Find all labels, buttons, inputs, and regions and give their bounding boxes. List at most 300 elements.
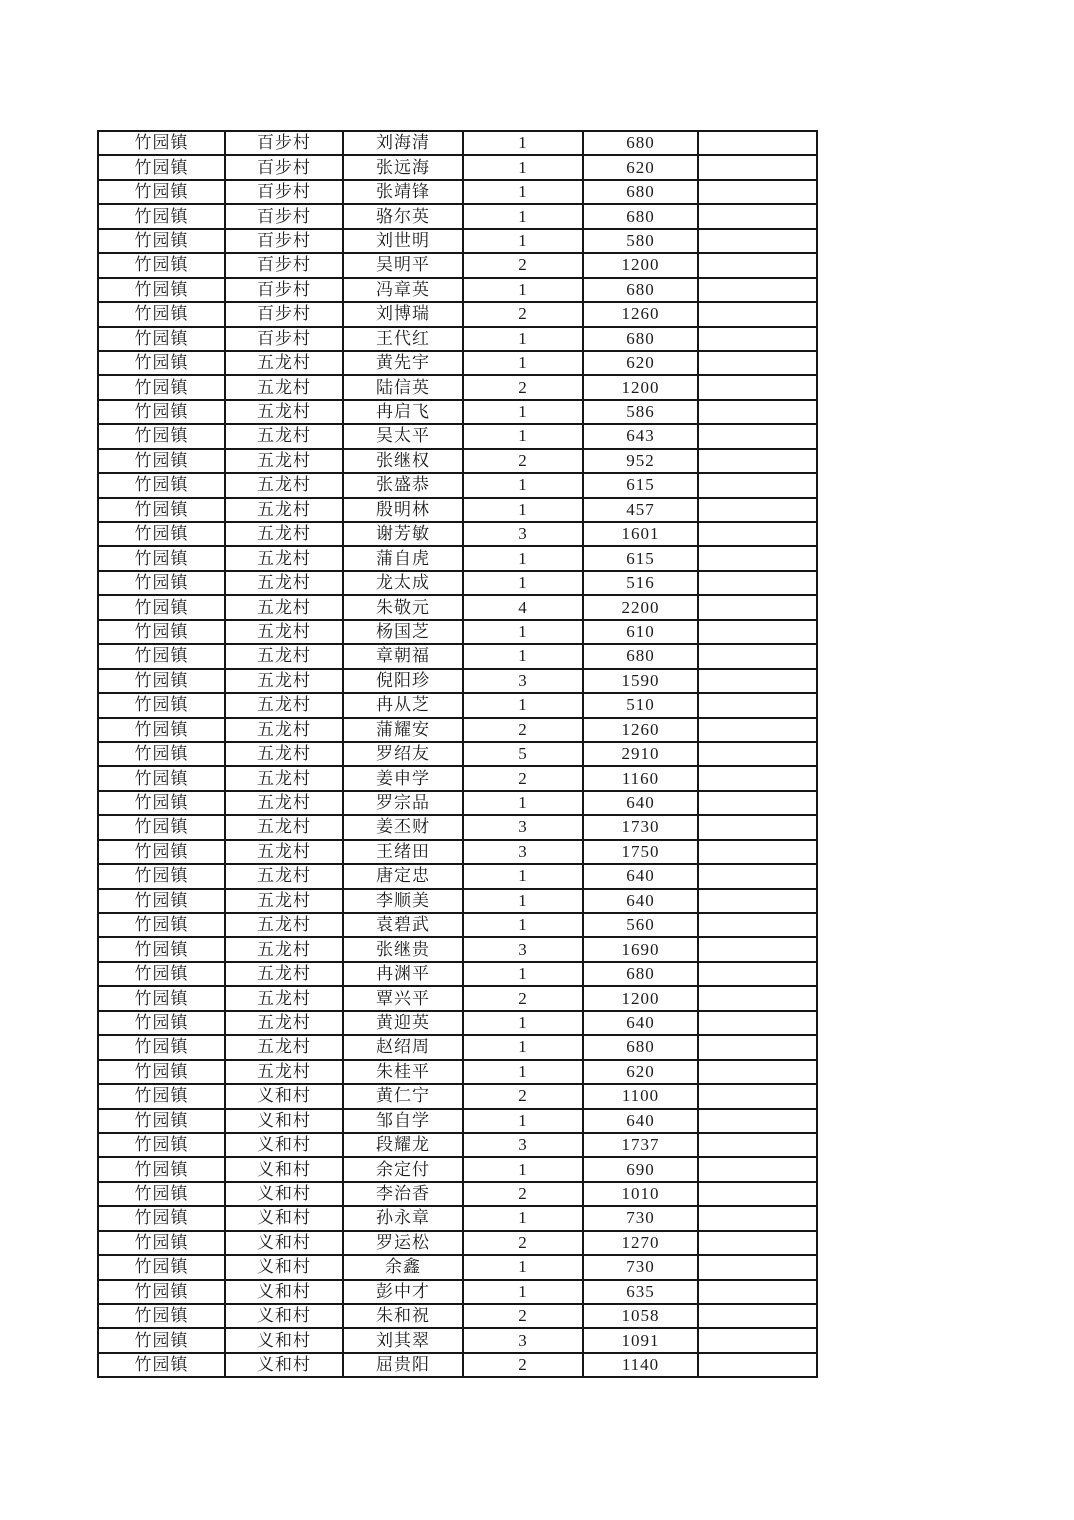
blank-cell [698, 131, 817, 155]
amount-cell: 457 [583, 498, 698, 522]
name-cell: 孙永章 [343, 1206, 463, 1230]
count-cell: 1 [463, 155, 583, 179]
village-cell: 五龙村 [225, 522, 343, 546]
amount-cell: 2910 [583, 742, 698, 766]
name-cell: 姜申学 [343, 766, 463, 790]
table-row [98, 1280, 817, 1304]
count-cell: 3 [463, 669, 583, 693]
town-cell: 竹园镇 [98, 400, 225, 424]
town-cell: 竹园镇 [98, 327, 225, 351]
blank-cell [698, 1353, 817, 1377]
amount-cell: 2200 [583, 595, 698, 619]
village-cell: 五龙村 [225, 815, 343, 839]
village-cell: 义和村 [225, 1206, 343, 1230]
table-row [98, 791, 817, 815]
count-cell: 3 [463, 840, 583, 864]
count-cell: 3 [463, 815, 583, 839]
name-cell: 王代红 [343, 327, 463, 351]
name-cell: 罗绍友 [343, 742, 463, 766]
blank-cell [698, 1060, 817, 1084]
amount-cell: 640 [583, 1109, 698, 1133]
count-cell: 3 [463, 937, 583, 961]
amount-cell: 1260 [583, 302, 698, 326]
count-cell: 1 [463, 962, 583, 986]
amount-cell: 615 [583, 546, 698, 570]
town-cell: 竹园镇 [98, 473, 225, 497]
count-cell: 2 [463, 1182, 583, 1206]
village-cell: 百步村 [225, 131, 343, 155]
blank-cell [698, 229, 817, 253]
name-cell: 吴明平 [343, 253, 463, 277]
blank-cell [698, 693, 817, 717]
amount-cell: 620 [583, 155, 698, 179]
count-cell: 1 [463, 620, 583, 644]
amount-cell: 1737 [583, 1133, 698, 1157]
blank-cell [698, 1011, 817, 1035]
name-cell: 余定付 [343, 1157, 463, 1181]
name-cell: 李治香 [343, 1182, 463, 1206]
town-cell: 竹园镇 [98, 546, 225, 570]
name-cell: 彭中才 [343, 1280, 463, 1304]
town-cell: 竹园镇 [98, 571, 225, 595]
town-cell: 竹园镇 [98, 620, 225, 644]
village-cell: 五龙村 [225, 840, 343, 864]
village-cell: 五龙村 [225, 351, 343, 375]
blank-cell [698, 155, 817, 179]
amount-cell: 615 [583, 473, 698, 497]
count-cell: 2 [463, 718, 583, 742]
village-cell: 五龙村 [225, 595, 343, 619]
amount-cell: 680 [583, 962, 698, 986]
village-cell: 义和村 [225, 1133, 343, 1157]
town-cell: 竹园镇 [98, 693, 225, 717]
blank-cell [698, 1304, 817, 1328]
village-cell: 义和村 [225, 1328, 343, 1352]
blank-cell [698, 1084, 817, 1108]
village-cell: 五龙村 [225, 546, 343, 570]
table-row [98, 180, 817, 204]
amount-cell: 640 [583, 791, 698, 815]
count-cell: 2 [463, 302, 583, 326]
amount-cell: 516 [583, 571, 698, 595]
amount-cell: 690 [583, 1157, 698, 1181]
town-cell: 竹园镇 [98, 278, 225, 302]
count-cell: 1 [463, 644, 583, 668]
village-cell: 五龙村 [225, 1011, 343, 1035]
name-cell: 张靖锋 [343, 180, 463, 204]
amount-cell: 1270 [583, 1231, 698, 1255]
count-cell: 3 [463, 1328, 583, 1352]
amount-cell: 680 [583, 278, 698, 302]
town-cell: 竹园镇 [98, 962, 225, 986]
blank-cell [698, 840, 817, 864]
blank-cell [698, 1157, 817, 1181]
town-cell: 竹园镇 [98, 131, 225, 155]
count-cell: 1 [463, 791, 583, 815]
amount-cell: 680 [583, 204, 698, 228]
name-cell: 朱桂平 [343, 1060, 463, 1084]
count-cell: 1 [463, 1157, 583, 1181]
village-cell: 五龙村 [225, 962, 343, 986]
village-cell: 五龙村 [225, 986, 343, 1010]
count-cell: 2 [463, 375, 583, 399]
blank-cell [698, 889, 817, 913]
name-cell: 张继权 [343, 449, 463, 473]
count-cell: 2 [463, 1353, 583, 1377]
table-row [98, 864, 817, 888]
blank-cell [698, 351, 817, 375]
blank-cell [698, 815, 817, 839]
blank-cell [698, 180, 817, 204]
count-cell: 1 [463, 889, 583, 913]
amount-cell: 635 [583, 1280, 698, 1304]
town-cell: 竹园镇 [98, 302, 225, 326]
town-cell: 竹园镇 [98, 1011, 225, 1035]
amount-cell: 680 [583, 644, 698, 668]
blank-cell [698, 1182, 817, 1206]
blank-cell [698, 718, 817, 742]
count-cell: 1 [463, 400, 583, 424]
town-cell: 竹园镇 [98, 718, 225, 742]
blank-cell [698, 449, 817, 473]
name-cell: 张远海 [343, 155, 463, 179]
table-row [98, 937, 817, 961]
blank-cell [698, 742, 817, 766]
blank-cell [698, 864, 817, 888]
town-cell: 竹园镇 [98, 1060, 225, 1084]
table-row [98, 449, 817, 473]
village-cell: 五龙村 [225, 766, 343, 790]
town-cell: 竹园镇 [98, 815, 225, 839]
amount-cell: 1590 [583, 669, 698, 693]
blank-cell [698, 595, 817, 619]
village-cell: 五龙村 [225, 718, 343, 742]
count-cell: 2 [463, 1084, 583, 1108]
blank-cell [698, 913, 817, 937]
town-cell: 竹园镇 [98, 1206, 225, 1230]
town-cell: 竹园镇 [98, 840, 225, 864]
count-cell: 1 [463, 913, 583, 937]
name-cell: 王绪田 [343, 840, 463, 864]
blank-cell [698, 1133, 817, 1157]
name-cell: 殷明林 [343, 498, 463, 522]
amount-cell: 610 [583, 620, 698, 644]
town-cell: 竹园镇 [98, 1328, 225, 1352]
village-cell: 百步村 [225, 229, 343, 253]
count-cell: 1 [463, 864, 583, 888]
amount-cell: 1100 [583, 1084, 698, 1108]
amount-cell: 1160 [583, 766, 698, 790]
village-cell: 五龙村 [225, 400, 343, 424]
name-cell: 唐定忠 [343, 864, 463, 888]
amount-cell: 1091 [583, 1328, 698, 1352]
count-cell: 1 [463, 327, 583, 351]
table-row [98, 473, 817, 497]
town-cell: 竹园镇 [98, 375, 225, 399]
town-cell: 竹园镇 [98, 913, 225, 937]
village-cell: 百步村 [225, 327, 343, 351]
count-cell: 1 [463, 1206, 583, 1230]
table-row [98, 1011, 817, 1035]
village-cell: 五龙村 [225, 498, 343, 522]
count-cell: 1 [463, 204, 583, 228]
name-cell: 章朝福 [343, 644, 463, 668]
count-cell: 3 [463, 1133, 583, 1157]
count-cell: 1 [463, 180, 583, 204]
blank-cell [698, 766, 817, 790]
table-row [98, 327, 817, 351]
village-cell: 五龙村 [225, 937, 343, 961]
count-cell: 2 [463, 449, 583, 473]
name-cell: 刘世明 [343, 229, 463, 253]
table-row [98, 204, 817, 228]
town-cell: 竹园镇 [98, 937, 225, 961]
name-cell: 罗宗品 [343, 791, 463, 815]
town-cell: 竹园镇 [98, 669, 225, 693]
amount-cell: 1200 [583, 375, 698, 399]
village-cell: 义和村 [225, 1182, 343, 1206]
blank-cell [698, 986, 817, 1010]
blank-cell [698, 1280, 817, 1304]
table-row [98, 669, 817, 693]
amount-cell: 1058 [583, 1304, 698, 1328]
village-cell: 五龙村 [225, 571, 343, 595]
village-cell: 义和村 [225, 1157, 343, 1181]
amount-cell: 730 [583, 1255, 698, 1279]
blank-cell [698, 791, 817, 815]
table-row [98, 1304, 817, 1328]
blank-cell [698, 278, 817, 302]
table-row [98, 1328, 817, 1352]
village-cell: 百步村 [225, 278, 343, 302]
name-cell: 蒲耀安 [343, 718, 463, 742]
village-cell: 五龙村 [225, 620, 343, 644]
blank-cell [698, 327, 817, 351]
amount-cell: 1140 [583, 1353, 698, 1377]
table-row [98, 278, 817, 302]
blank-cell [698, 253, 817, 277]
document-page [97, 130, 818, 1378]
table-row [98, 571, 817, 595]
name-cell: 杨国芝 [343, 620, 463, 644]
town-cell: 竹园镇 [98, 595, 225, 619]
town-cell: 竹园镇 [98, 1133, 225, 1157]
village-cell: 五龙村 [225, 1060, 343, 1084]
name-cell: 龙太成 [343, 571, 463, 595]
amount-cell: 1200 [583, 253, 698, 277]
table-row [98, 155, 817, 179]
count-cell: 1 [463, 1280, 583, 1304]
village-cell: 义和村 [225, 1231, 343, 1255]
village-cell: 五龙村 [225, 473, 343, 497]
amount-cell: 510 [583, 693, 698, 717]
table-row [98, 962, 817, 986]
town-cell: 竹园镇 [98, 644, 225, 668]
blank-cell [698, 473, 817, 497]
town-cell: 竹园镇 [98, 155, 225, 179]
table-row [98, 1353, 817, 1377]
count-cell: 2 [463, 253, 583, 277]
town-cell: 竹园镇 [98, 1157, 225, 1181]
village-cell: 百步村 [225, 253, 343, 277]
blank-cell [698, 424, 817, 448]
table-row [98, 620, 817, 644]
village-cell: 义和村 [225, 1084, 343, 1108]
name-cell: 李顺美 [343, 889, 463, 913]
name-cell: 余鑫 [343, 1255, 463, 1279]
town-cell: 竹园镇 [98, 1255, 225, 1279]
table-row [98, 400, 817, 424]
name-cell: 冉渊平 [343, 962, 463, 986]
name-cell: 朱敬元 [343, 595, 463, 619]
name-cell: 冯章英 [343, 278, 463, 302]
name-cell: 袁碧武 [343, 913, 463, 937]
count-cell: 1 [463, 424, 583, 448]
name-cell: 吴太平 [343, 424, 463, 448]
blank-cell [698, 937, 817, 961]
name-cell: 姜丕财 [343, 815, 463, 839]
table-row [98, 1157, 817, 1181]
amount-cell: 680 [583, 327, 698, 351]
table-row [98, 498, 817, 522]
count-cell: 1 [463, 1255, 583, 1279]
table-row [98, 595, 817, 619]
name-cell: 朱和祝 [343, 1304, 463, 1328]
count-cell: 4 [463, 595, 583, 619]
count-cell: 1 [463, 473, 583, 497]
count-cell: 2 [463, 1304, 583, 1328]
amount-cell: 1601 [583, 522, 698, 546]
name-cell: 黄迎英 [343, 1011, 463, 1035]
name-cell: 张盛恭 [343, 473, 463, 497]
town-cell: 竹园镇 [98, 1182, 225, 1206]
blank-cell [698, 400, 817, 424]
name-cell: 罗运松 [343, 1231, 463, 1255]
name-cell: 倪阳珍 [343, 669, 463, 693]
amount-cell: 640 [583, 864, 698, 888]
count-cell: 3 [463, 522, 583, 546]
count-cell: 2 [463, 1231, 583, 1255]
table-row [98, 742, 817, 766]
amount-cell: 1690 [583, 937, 698, 961]
village-cell: 五龙村 [225, 449, 343, 473]
name-cell: 刘博瑞 [343, 302, 463, 326]
town-cell: 竹园镇 [98, 1084, 225, 1108]
blank-cell [698, 498, 817, 522]
town-cell: 竹园镇 [98, 986, 225, 1010]
count-cell: 1 [463, 1060, 583, 1084]
count-cell: 5 [463, 742, 583, 766]
blank-cell [698, 1109, 817, 1133]
village-cell: 五龙村 [225, 889, 343, 913]
village-cell: 五龙村 [225, 644, 343, 668]
table-row [98, 522, 817, 546]
table-body [98, 131, 817, 1377]
village-cell: 五龙村 [225, 375, 343, 399]
town-cell: 竹园镇 [98, 889, 225, 913]
town-cell: 竹园镇 [98, 351, 225, 375]
blank-cell [698, 644, 817, 668]
village-cell: 百步村 [225, 155, 343, 179]
count-cell: 1 [463, 546, 583, 570]
table-row [98, 815, 817, 839]
amount-cell: 620 [583, 351, 698, 375]
amount-cell: 1730 [583, 815, 698, 839]
table-row [98, 1109, 817, 1133]
amount-cell: 680 [583, 1035, 698, 1059]
village-cell: 义和村 [225, 1353, 343, 1377]
count-cell: 2 [463, 766, 583, 790]
count-cell: 1 [463, 131, 583, 155]
blank-cell [698, 1255, 817, 1279]
count-cell: 1 [463, 351, 583, 375]
town-cell: 竹园镇 [98, 522, 225, 546]
table-row [98, 229, 817, 253]
blank-cell [698, 522, 817, 546]
town-cell: 竹园镇 [98, 449, 225, 473]
name-cell: 赵绍周 [343, 1035, 463, 1059]
table-row [98, 1133, 817, 1157]
count-cell: 1 [463, 1035, 583, 1059]
name-cell: 屈贵阳 [343, 1353, 463, 1377]
blank-cell [698, 546, 817, 570]
amount-cell: 580 [583, 229, 698, 253]
village-cell: 五龙村 [225, 693, 343, 717]
count-cell: 1 [463, 571, 583, 595]
amount-cell: 1260 [583, 718, 698, 742]
table-row [98, 986, 817, 1010]
amount-cell: 620 [583, 1060, 698, 1084]
village-cell: 义和村 [225, 1255, 343, 1279]
village-cell: 百步村 [225, 204, 343, 228]
table-row [98, 913, 817, 937]
name-cell: 覃兴平 [343, 986, 463, 1010]
blank-cell [698, 620, 817, 644]
village-cell: 义和村 [225, 1109, 343, 1133]
name-cell: 黄先宇 [343, 351, 463, 375]
table-row [98, 1206, 817, 1230]
village-cell: 百步村 [225, 180, 343, 204]
table-row [98, 351, 817, 375]
table-row [98, 1231, 817, 1255]
table-row [98, 1035, 817, 1059]
blank-cell [698, 1328, 817, 1352]
table-row [98, 1084, 817, 1108]
name-cell: 邹自学 [343, 1109, 463, 1133]
name-cell: 冉启飞 [343, 400, 463, 424]
name-cell: 陆信英 [343, 375, 463, 399]
table-row [98, 718, 817, 742]
table-row [98, 546, 817, 570]
blank-cell [698, 1231, 817, 1255]
town-cell: 竹园镇 [98, 229, 225, 253]
count-cell: 1 [463, 278, 583, 302]
count-cell: 1 [463, 498, 583, 522]
village-cell: 五龙村 [225, 669, 343, 693]
village-cell: 五龙村 [225, 1035, 343, 1059]
blank-cell [698, 962, 817, 986]
table-row [98, 424, 817, 448]
amount-cell: 680 [583, 131, 698, 155]
blank-cell [698, 571, 817, 595]
town-cell: 竹园镇 [98, 742, 225, 766]
blank-cell [698, 302, 817, 326]
amount-cell: 643 [583, 424, 698, 448]
amount-cell: 560 [583, 913, 698, 937]
town-cell: 竹园镇 [98, 180, 225, 204]
town-cell: 竹园镇 [98, 864, 225, 888]
count-cell: 1 [463, 1109, 583, 1133]
